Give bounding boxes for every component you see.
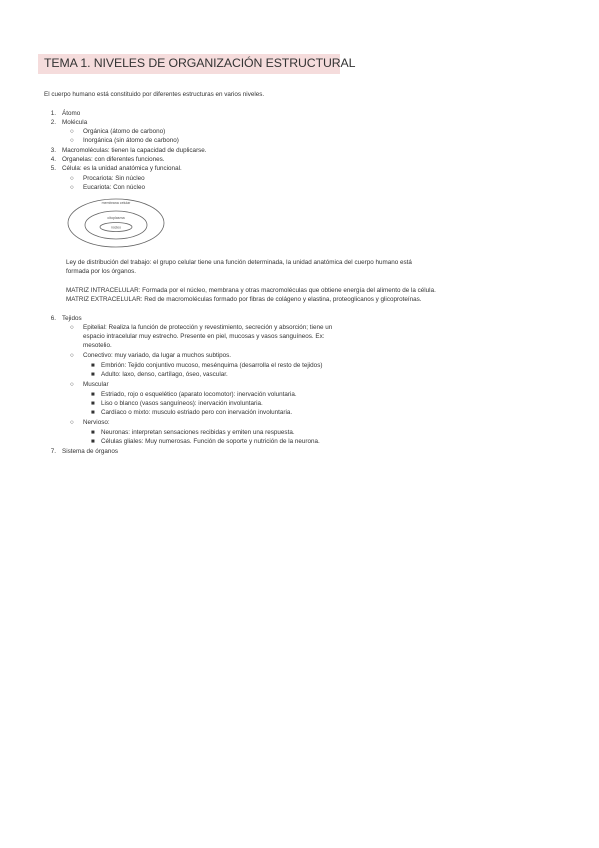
matriz-extracelular: MATRIZ EXTRACELULAR: Red de macromoléculas formado por fibras de colágeno y elastina, proteoglicanos y glicoproteínas. [66,296,422,303]
conectivo-subitem: Embrión: Tejido conjuntivo mucoso, mesénquima (desarrolla el resto de tejidos) [101,362,323,369]
epitelial-line1: Epitelial: Realiza la función de protección y revestimiento, secreción y absorción; tiene un [83,324,333,331]
hollow-bullet-icon: ○ [70,175,74,182]
hollow-bullet-icon: ○ [70,184,74,191]
list-number: 7. [50,448,56,455]
intro-text: El cuerpo humano está constituido por diferentes estructuras en varios niveles. [44,91,265,98]
list-number: 6. [50,315,56,322]
sub-list-item: Inorgánica (sin átomo de carbono) [83,137,179,144]
list-item: Organelas: con diferentes funciones. [62,156,165,163]
hollow-bullet-icon: ○ [70,137,74,144]
list-number: 1. [50,110,56,117]
hollow-bullet-icon: ○ [70,381,74,388]
matriz-intracelular: MATRIZ INTRACELULAR: Formada por el núcleo, membrana y otras macromoléculas que obtiene energía del alimento de la célula. [66,287,436,294]
sub-list-item: Procariota: Sin núcleo [83,175,145,182]
page-title: TEMA 1. NIVELES DE ORGANIZACIÓN ESTRUCTURAL [44,56,356,70]
muscular-subitem: Cardíaco o mixto: musculo estriado pero con inervación involuntaria. [101,409,293,416]
hollow-bullet-icon: ○ [70,419,74,426]
nervioso-subitem: Células gliales: Muy numerosas. Función de soporte y nutrición de la neurona. [101,438,320,445]
list-item: Átomo [62,110,81,117]
epitelial-line3: mesotelio. [83,342,112,349]
list-item: Sistema de órganos [62,448,119,455]
muscular-text: Muscular [83,381,109,388]
diagram-label-membrane: membrana celular [101,201,131,205]
ley-text-line1: Ley de distribución del trabajo: el grupo celular tiene una función determinada, la unidad anatómica del cuerpo humano está [66,259,412,266]
list-item: Tejidos [62,315,82,322]
nervioso-text: Nervioso: [83,419,110,426]
hollow-bullet-icon: ○ [70,324,74,331]
list-number: 5. [50,165,56,172]
sub-list-item: Orgánica (átomo de carbono) [83,128,166,135]
nervioso-subitem: Neuronas: interpretan sensaciones recibidas y emiten una respuesta. [101,429,295,436]
conectivo-subitem: Adulto: laxo, denso, cartílago, óseo, vascular. [101,371,228,378]
list-number: 4. [50,156,56,163]
list-item: Célula: es la unidad anatómica y funcional. [62,165,182,172]
ley-text-line2: formada por los órganos. [66,268,137,275]
list-number: 3. [50,147,56,154]
diagram-label-nucleus: núcleo [111,225,121,230]
solid-bullet-icon: ■ [91,400,95,407]
list-item: Molécula [62,119,88,126]
solid-bullet-icon: ■ [91,429,95,436]
solid-bullet-icon: ■ [91,371,95,378]
muscular-subitem: Estriado, rojo o esquelético (aparato locomotor): inervación voluntaria. [101,391,297,398]
hollow-bullet-icon: ○ [70,352,74,359]
solid-bullet-icon: ■ [91,362,95,369]
diagram-label-cytoplasm: citoplasma [107,216,125,220]
outer-membrane-ellipse [68,199,164,247]
cell-diagram [66,195,176,251]
list-item: Macromoléculas: tienen la capacidad de duplicarse. [62,147,207,154]
solid-bullet-icon: ■ [91,409,95,416]
conectivo-text: Conectivo: muy variado, da lugar a muchos subtipos. [83,352,232,359]
sub-list-item: Eucariota: Con núcleo [83,184,145,191]
hollow-bullet-icon: ○ [70,128,74,135]
solid-bullet-icon: ■ [91,438,95,445]
epitelial-line2: espacio intracelular muy estrecho. Presente en piel, mucosas y vasos sanguíneos. Ex: [83,333,325,340]
list-number: 2. [50,119,56,126]
muscular-subitem: Liso o blanco (vasos sanguíneos): inervación involuntaria. [101,400,263,407]
solid-bullet-icon: ■ [91,391,95,398]
